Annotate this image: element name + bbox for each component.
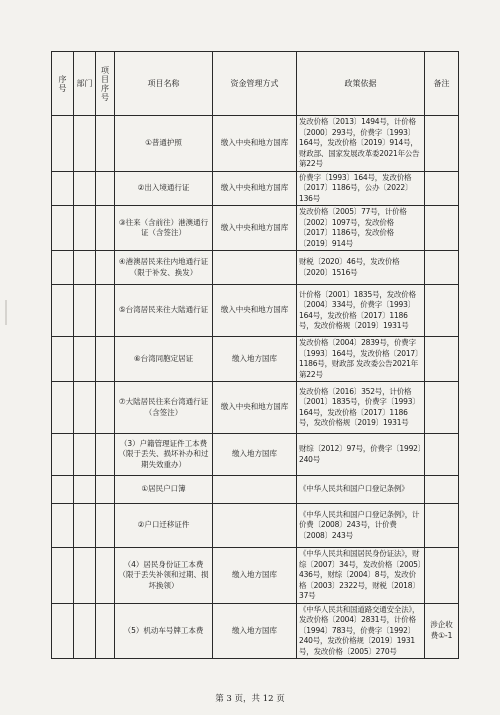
fee-table xyxy=(51,51,459,659)
header-fund-mgmt: 资金管理方式 xyxy=(213,52,297,116)
item-name: ⑤台湾居民来往大陆通行证 xyxy=(115,285,213,337)
policy-basis: 《中华人民共和国道路交通安全法》，发改价格〔2004〕2831号，计价格〔1994〕783号，价费字〔1992〕240号，发改价格规〔2019〕1931号，发改价格〔2005〕270号 xyxy=(297,603,425,659)
fund-mgmt: 缴入地方国库 xyxy=(213,603,297,659)
item-name: ⑦大陆居民往来台湾通行证（含签注） xyxy=(115,382,213,434)
note: 涉企收费①-1 xyxy=(425,603,459,659)
policy-basis: 《中华人民共和国居民身份证法》，财综〔2007〕34号，发改价格〔2005〕436号，财综〔2004〕8号，发改价格〔2003〕2322号，财税〔2018〕37号 xyxy=(297,548,425,604)
table-row xyxy=(52,382,459,434)
note xyxy=(425,337,459,382)
policy-basis: 发改价格〔2016〕352号，计价格〔2001〕1835号，价费字〔1993〕164号，发改价格〔2017〕1186号，发改价格规〔2019〕1931号 xyxy=(297,382,425,434)
fund-mgmt xyxy=(213,251,297,285)
policy-basis: 发改价格〔2004〕2839号，价费字〔1993〕164号，发改价格〔2017〕1186号，财政部 发改委公告2021年第22号 xyxy=(297,337,425,382)
table-row xyxy=(52,171,459,206)
policy-basis: 价费字〔1993〕164号，发改价格〔2017〕1186号，公办〔2022〕136号 xyxy=(297,171,425,206)
fund-mgmt: 缴入中央和地方国库 xyxy=(213,206,297,251)
note xyxy=(425,116,459,172)
header-note: 备注 xyxy=(425,52,459,116)
item-name: ①居民户口簿 xyxy=(115,476,213,504)
fund-mgmt: 缴入中央和地方国库 xyxy=(213,285,297,337)
item-name: ④港澳居民来往内地通行证（限于补发、换发） xyxy=(115,251,213,285)
pencil-mark xyxy=(5,300,7,325)
table-row xyxy=(52,337,459,382)
note xyxy=(425,382,459,434)
fund-mgmt: 缴入中央和地方国库 xyxy=(213,382,297,434)
policy-basis: 发改价格〔2005〕77号，计价格〔2002〕1097号，发改价格〔2017〕1186号，发改价格〔2019〕914号 xyxy=(297,206,425,251)
table-row xyxy=(52,251,459,285)
page-number-footer: 第 3 页，共 12 页 xyxy=(215,694,285,704)
note xyxy=(425,504,459,548)
table-row xyxy=(52,548,459,604)
note xyxy=(425,171,459,206)
table-row xyxy=(52,285,459,337)
item-name: （3）户籍管理证件工本费（限于丢失、损坏补办和过期失效重办） xyxy=(115,434,213,476)
header-policy-basis: 政策依据 xyxy=(297,52,425,116)
header-dept: 部门 xyxy=(74,52,96,116)
table-row xyxy=(52,434,459,476)
note xyxy=(425,434,459,476)
item-name: （5）机动车号牌工本费 xyxy=(115,603,213,659)
item-name: （4）居民身份证工本费（限于丢失补领和过期、损坏换领） xyxy=(115,548,213,604)
fund-mgmt xyxy=(213,476,297,504)
header-item-seq: 项目序号 xyxy=(96,52,115,116)
header-row xyxy=(52,52,459,116)
note xyxy=(425,206,459,251)
note xyxy=(425,548,459,604)
item-name: ⑥台湾同胞定居证 xyxy=(115,337,213,382)
table-row xyxy=(52,206,459,251)
policy-basis: 《中华人民共和国户口登记条例》，计价费〔2008〕243号，计价费〔2008〕243号 xyxy=(297,504,425,548)
policy-basis: 《中华人民共和国户口登记条例》 xyxy=(297,476,425,504)
policy-basis: 财综〔2012〕97号，价费字〔1992〕240号 xyxy=(297,434,425,476)
table-row xyxy=(52,504,459,548)
table-row xyxy=(52,116,459,172)
header-seq: 序号 xyxy=(52,52,74,116)
policy-basis: 计价格〔2001〕1835号，发改价格〔2004〕334号，价费字〔1993〕164号，发改价格〔2017〕1186号，发改价格规〔2019〕1931号 xyxy=(297,285,425,337)
table-row xyxy=(52,476,459,504)
fund-mgmt: 缴入地方国库 xyxy=(213,337,297,382)
fund-mgmt: 缴入中央和地方国库 xyxy=(213,171,297,206)
item-name: ②户口迁移证件 xyxy=(115,504,213,548)
item-name: ②出入境通行证 xyxy=(115,171,213,206)
policy-basis: 发改价格〔2013〕1494号，计价格〔2000〕293号，价费字〔1993〕164号，发改价格〔2019〕914号，财政部、国家发展改革委2021年公告第22号 xyxy=(297,116,425,172)
fund-mgmt: 缴入地方国库 xyxy=(213,548,297,604)
item-name: ③往来（含前往）港澳通行证（含签注） xyxy=(115,206,213,251)
note xyxy=(425,251,459,285)
fund-mgmt: 缴入地方国库 xyxy=(213,434,297,476)
table-row xyxy=(52,603,459,659)
fund-mgmt: 缴入中央和地方国库 xyxy=(213,116,297,172)
policy-basis: 财税〔2020〕46号，发改价格〔2020〕1516号 xyxy=(297,251,425,285)
note xyxy=(425,476,459,504)
header-item-name: 项目名称 xyxy=(115,52,213,116)
note xyxy=(425,285,459,337)
fund-mgmt xyxy=(213,504,297,548)
item-name: ①普通护照 xyxy=(115,116,213,172)
